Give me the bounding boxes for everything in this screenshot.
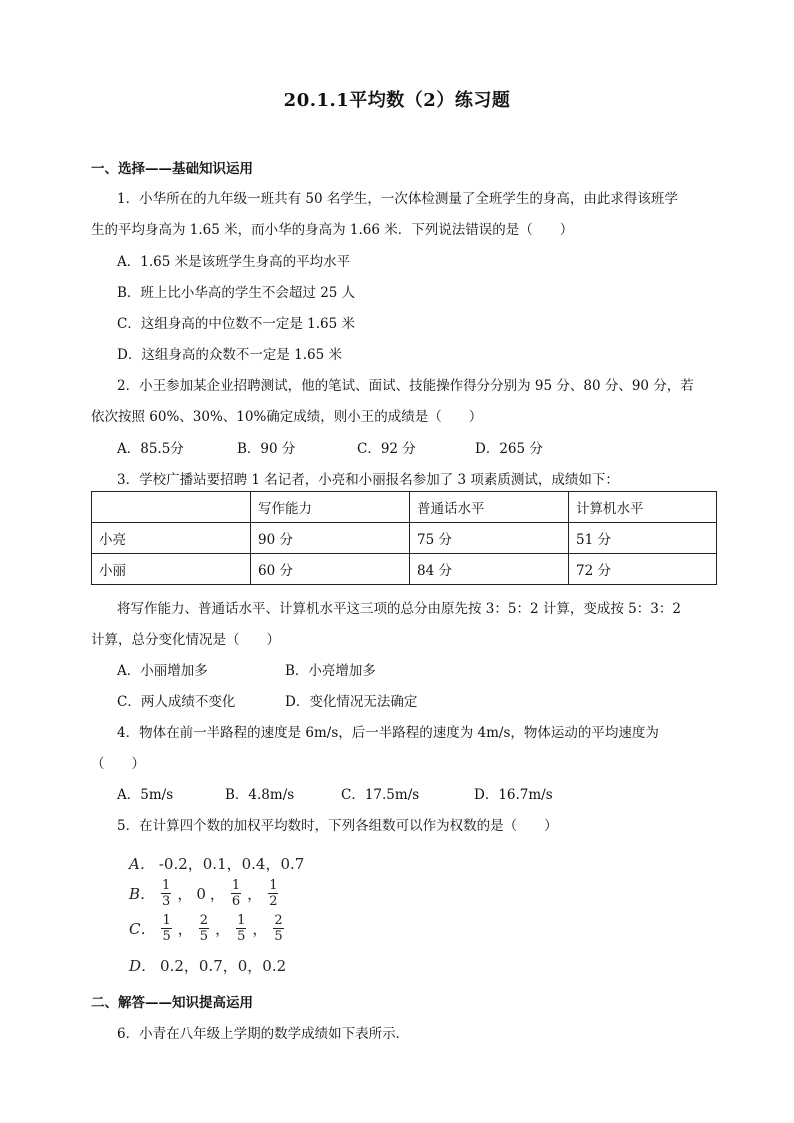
q4-option-c: C．17.5m/s bbox=[341, 787, 420, 803]
table-cell: 小丽 bbox=[92, 554, 251, 585]
fraction-denominator: 2 bbox=[269, 894, 278, 909]
fraction-denominator: 3 bbox=[162, 894, 171, 909]
fraction bbox=[199, 914, 209, 943]
fraction-denominator: 5 bbox=[274, 929, 283, 944]
table-cell: 60 分 bbox=[251, 554, 410, 585]
q1-text-line2: 生的平均身高为 1.65 米，而小华的身高为 1.66 米．下列说法错误的是（ ） bbox=[91, 222, 574, 238]
q5-option-a-values: -0.2，0.1，0.4，0.7 bbox=[158, 855, 305, 873]
table-header-cell bbox=[92, 492, 251, 523]
fraction-numerator: 1 bbox=[162, 913, 171, 928]
table-row bbox=[92, 523, 717, 554]
q3-intro: 3．学校广播站要招聘 1 名记者，小亮和小丽报名参加了 3 项素质测试，成绩如下： bbox=[117, 472, 619, 488]
q5-option-c-label: C． bbox=[129, 920, 156, 938]
table-cell: 小亮 bbox=[92, 523, 251, 554]
q1-option-d: D．这组身高的众数不一定是 1.65 米 bbox=[117, 347, 342, 363]
q2-option-d: D．265 分 bbox=[475, 441, 543, 457]
table-header-cell: 计算机水平 bbox=[569, 492, 717, 523]
q4-text-line1: 4．物体在前一半路程的速度是 6m/s，后一半路程的速度为 4m/s，物体运动的平均速度为 bbox=[117, 725, 659, 741]
fraction-numerator: 1 bbox=[231, 878, 241, 893]
table-cell: 72 分 bbox=[569, 554, 717, 585]
q3-options-row2 bbox=[117, 690, 417, 710]
q1-option-b: B．班上比小华高的学生不会超过 25 人 bbox=[117, 285, 356, 301]
q2-text-line2: 依次按照 60%、30%、10%确定成绩，则小王的成绩是（ ） bbox=[91, 409, 483, 425]
q3-text-line2: 计算，总分变化情况是（ ） bbox=[91, 632, 280, 648]
q4-option-a: A．5m/s bbox=[117, 787, 174, 803]
fraction-numerator: 1 bbox=[269, 878, 278, 893]
q5-option-a bbox=[129, 853, 304, 874]
q3-option-c: C．两人成绩不变化 bbox=[117, 694, 236, 710]
q3-text-line1: 将写作能力、普通话水平、计算机水平这三项的总分由原先按 3：5：2 计算，变成按 5：3：2 bbox=[117, 601, 681, 617]
q2-option-a: A．85.5分 bbox=[117, 441, 184, 457]
q5-option-d-values: 0.2，0.7，0，0.2 bbox=[160, 957, 287, 975]
fraction bbox=[161, 879, 171, 908]
q5-option-c: C． $\frac{1}{5}$ ， $\frac{2}{5}$ ， $\frac{1}{5}$ ， $\frac{2}{5}$ bbox=[129, 913, 283, 944]
q3-option-b: B．小亮增加多 bbox=[285, 663, 376, 679]
q3-option-a: A．小丽增加多 bbox=[117, 663, 208, 679]
q3-option-d: D．变化情况无法确定 bbox=[285, 694, 418, 710]
q5-option-b-label: B． bbox=[129, 885, 156, 903]
fraction bbox=[273, 914, 283, 943]
fraction-numerator: 1 bbox=[162, 878, 171, 893]
q2-options bbox=[117, 437, 543, 457]
fraction-denominator: 5 bbox=[199, 929, 209, 944]
table-header-cell: 写作能力 bbox=[251, 492, 410, 523]
table-cell: 75 分 bbox=[410, 523, 569, 554]
fraction-numerator: 2 bbox=[274, 913, 283, 928]
fraction bbox=[236, 914, 246, 943]
section-heading-2: 二、解答——知识提高运用 bbox=[91, 995, 253, 1011]
fraction-numerator: 2 bbox=[199, 913, 209, 928]
fraction-denominator: 5 bbox=[237, 929, 246, 944]
q2-option-b: B．90 分 bbox=[237, 441, 296, 457]
fraction bbox=[231, 879, 241, 908]
q2-text-line1: 2．小王参加某企业招聘测试，他的笔试、面试、技能操作得分分别为 95 分、80 分、90 分，若 bbox=[117, 378, 694, 394]
table-header-cell: 普通话水平 bbox=[410, 492, 569, 523]
q3-score-table bbox=[91, 491, 717, 585]
q4-text-line2: （ ） bbox=[91, 756, 145, 772]
table-header-row bbox=[92, 492, 717, 523]
q5-option-d bbox=[129, 955, 286, 976]
fraction bbox=[161, 914, 171, 943]
q3-options-row1 bbox=[117, 659, 376, 679]
section-heading-1: 一、选择——基础知识运用 bbox=[91, 161, 253, 177]
q1-text-line1: 1．小华所在的九年级一班共有 50 名学生，一次体检测量了全班学生的身高，由此求得该班学 bbox=[117, 191, 678, 207]
q5-option-d-label: D． bbox=[129, 957, 157, 975]
q5-option-b-value: 0 bbox=[196, 884, 206, 903]
fraction bbox=[268, 879, 278, 908]
fraction-denominator: 6 bbox=[231, 894, 241, 909]
q1-option-c: C．这组身高的中位数不一定是 1.65 米 bbox=[117, 316, 355, 332]
table-cell: 51 分 bbox=[569, 523, 717, 554]
fraction-denominator: 5 bbox=[162, 929, 171, 944]
q5-text-line1: 5．在计算四个数的加权平均数时，下列各组数可以作为权数的是（ ） bbox=[117, 818, 558, 834]
table-row bbox=[92, 554, 717, 585]
table-cell: 84 分 bbox=[410, 554, 569, 585]
q4-option-b: B．4.8m/s bbox=[225, 787, 295, 803]
fraction-numerator: 1 bbox=[237, 913, 246, 928]
q2-option-c: C．92 分 bbox=[357, 441, 416, 457]
table-cell: 90 分 bbox=[251, 523, 410, 554]
q5-option-b: B． $\frac{1}{3}$ ， 0 ， $\frac{1}{6}$ ， $\frac{1}{2}$ bbox=[129, 878, 278, 909]
q4-options bbox=[117, 783, 553, 803]
q6-text-line1: 6．小青在八年级上学期的数学成绩如下表所示． bbox=[117, 1026, 410, 1042]
q5-option-a-label: A． bbox=[129, 855, 155, 873]
page-title: 20.1.1平均数（2）练习题 bbox=[283, 90, 511, 111]
q1-option-a: A．1.65 米是该班学生身高的平均水平 bbox=[117, 254, 351, 270]
q4-option-d: D．16.7m/s bbox=[474, 787, 553, 803]
